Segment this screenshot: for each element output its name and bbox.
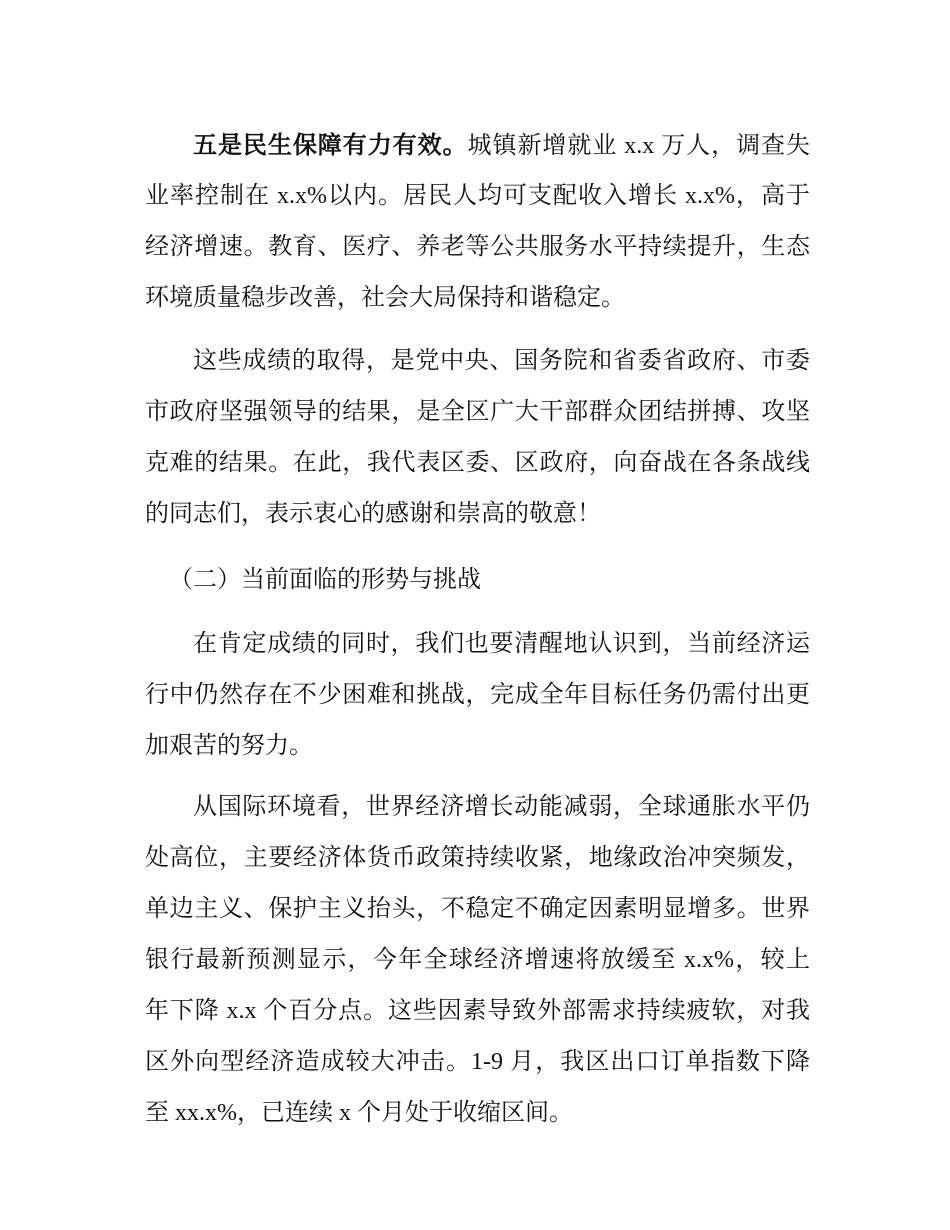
text-span: 城镇新增就业 x.x 万人，调查失 xyxy=(467,133,811,159)
paragraph-international xyxy=(145,782,810,1139)
text-line: 市政府坚强领导的结果，是全区广大干部群众团结拼搏、攻坚 xyxy=(145,399,810,425)
paragraph-challenges xyxy=(145,619,810,772)
text-line: 单边主义、保护主义抬头，不稳定不确定因素明显增多。世界 xyxy=(145,896,810,922)
text-line: 克难的结果。在此，我代表区委、区政府，向奋战在各条战线 xyxy=(145,450,810,476)
text-line: 从国际环境看，世界经济增长动能减弱，全球通胀水平仍 xyxy=(193,794,810,820)
text-line xyxy=(145,120,810,171)
paragraph-livelihood xyxy=(145,120,810,324)
text-line: 业率控制在 x.x%以内。居民人均可支配收入增长 x.x%，高于 xyxy=(145,183,810,209)
section-heading xyxy=(145,554,810,605)
text-line: 加艰苦的努力。 xyxy=(145,733,313,759)
text-line: 的同志们，表示衷心的感谢和崇高的敬意！ xyxy=(145,501,601,527)
paragraph-achievements xyxy=(145,336,810,540)
text-line: 环境质量稳步改善，社会大局保持和谐稳定。 xyxy=(145,285,625,311)
text-line: 至 xx.x%，已连续 x 个月处于收缩区间。 xyxy=(145,1100,573,1126)
text-line: 银行最新预测显示，今年全球经济增速将放缓至 x.x%，较上 xyxy=(145,947,810,973)
text-line: 区外向型经济造成较大冲击。1-9 月，我区出口订单指数下降 xyxy=(145,1049,810,1075)
text-line: 行中仍然存在不少困难和挑战，完成全年目标任务仍需付出更 xyxy=(145,682,810,708)
text-line: 在肯定成绩的同时，我们也要清醒地认识到，当前经济运 xyxy=(193,631,810,657)
text-line: 这些成绩的取得，是党中央、国务院和省委省政府、市委 xyxy=(193,348,810,374)
text-line: 经济增速。教育、医疗、养老等公共服务水平持续提升，生态 xyxy=(145,234,810,260)
text-line: 年下降 x.x 个百分点。这些因素导致外部需求持续疲软，对我 xyxy=(145,998,810,1024)
paragraph-lead-bold: 五是民生保障有力有效。 xyxy=(193,131,468,159)
text-line: 处高位，主要经济体货币政策持续收紧，地缘政治冲突频发， xyxy=(145,845,810,871)
heading-text: （二）当前面临的形势与挑战 xyxy=(169,565,481,593)
